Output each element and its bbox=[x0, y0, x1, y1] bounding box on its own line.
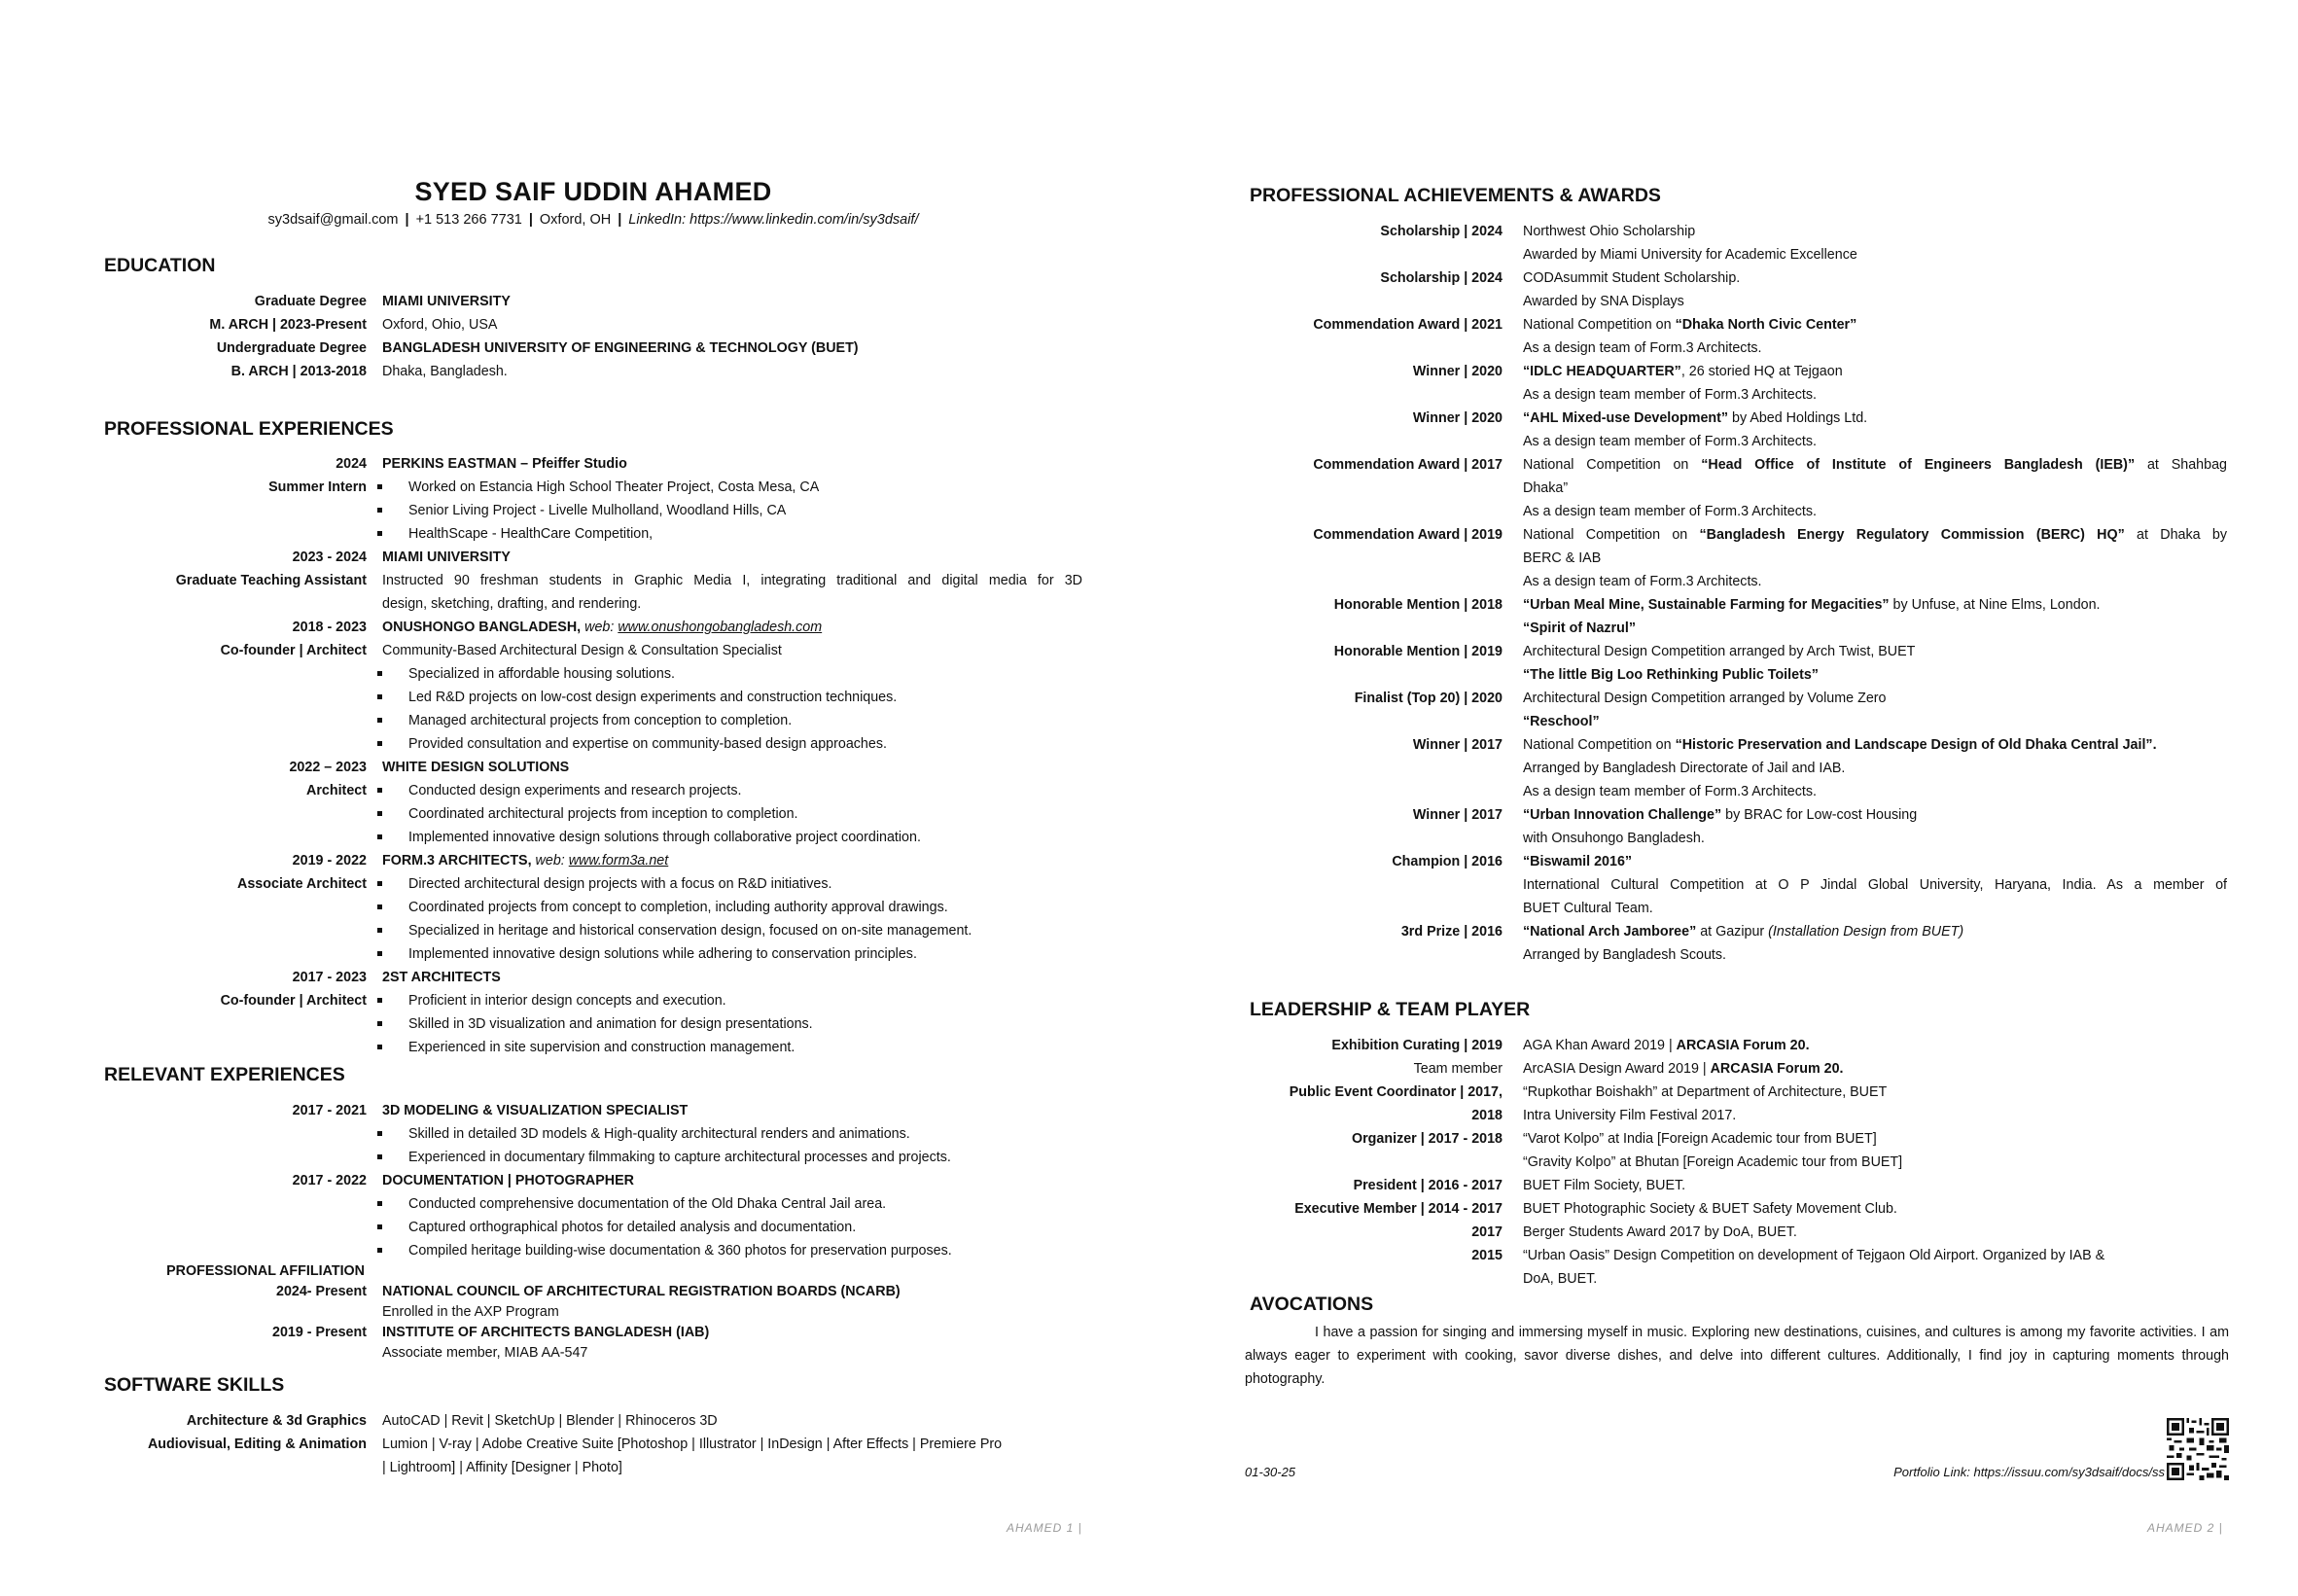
award-text: BERC & IAB bbox=[1523, 550, 1602, 566]
exp-desc: Associate member, MIAB AA-547 bbox=[382, 1345, 588, 1361]
linkedin-link[interactable]: LinkedIn: https://www.linkedin.com/in/sy3dsaif/ bbox=[628, 212, 919, 228]
edu-value: BANGLADESH UNIVERSITY OF ENGINEERING & TECHNOLOGY (BUET) bbox=[382, 340, 859, 356]
exp-desc: design, sketching, drafting, and rendering. bbox=[382, 596, 642, 612]
role-text: Berger Students Award 2017 by DoA, BUET. bbox=[1523, 1224, 1797, 1240]
role-label: Executive Member | 2014 - 2017 bbox=[1294, 1201, 1503, 1217]
page-number: AHAMED 2 | bbox=[2147, 1521, 2223, 1535]
exp-org: INSTITUTE OF ARCHITECTS BANGLADESH (IAB) bbox=[382, 1325, 710, 1340]
exp-org: 3D MODELING & VISUALIZATION SPECIALIST bbox=[382, 1103, 689, 1118]
exp-desc: Instructed 90 freshman students in Graphic Media I, integrating traditional and digital media for 3D bbox=[382, 573, 1082, 588]
exp-org: ONUSHONGO BANGLADESH, bbox=[382, 620, 582, 635]
award-text: Architectural Design Competition arranged by Volume Zero bbox=[1523, 691, 1887, 706]
web-label: web: bbox=[535, 853, 565, 869]
exp-desc: Enrolled in the AXP Program bbox=[382, 1304, 559, 1320]
role-text: DoA, BUET. bbox=[1523, 1271, 1598, 1287]
bullet-item: Specialized in affordable housing solutions. bbox=[408, 662, 675, 686]
professional-section bbox=[96, 452, 1082, 1059]
role-label: 2017 bbox=[1471, 1224, 1503, 1240]
affiliation-section bbox=[96, 1261, 901, 1364]
exp-year: 2017 - 2021 bbox=[292, 1103, 367, 1118]
edu-value: MIAMI UNIVERSITY bbox=[382, 294, 511, 309]
exp-org: FORM.3 ARCHITECTS, bbox=[382, 853, 532, 869]
bullet-item: Specialized in heritage and historical conservation design, focused on on-site management. bbox=[408, 919, 972, 942]
bullet-item: Coordinated projects from concept to completion, including authority approval drawings. bbox=[408, 896, 948, 919]
award-text: Northwest Ohio Scholarship bbox=[1523, 224, 1696, 239]
portfolio-link[interactable]: Portfolio Link: https://issuu.com/sy3dsaif/docs/ss bbox=[1893, 1465, 2165, 1479]
edu-label: M. ARCH | 2023-Present bbox=[209, 317, 367, 333]
document-date: 01-30-25 bbox=[1245, 1465, 1296, 1479]
exp-org: 2ST ARCHITECTS bbox=[382, 970, 501, 985]
award-text: International Cultural Competition at O P Jindal Global University, Haryana, India. As a member of bbox=[1523, 877, 2227, 893]
award-label: Scholarship | 2024 bbox=[1380, 270, 1503, 286]
award-title: “Reschool” bbox=[1523, 714, 1600, 729]
award-text: by Unfuse, at Nine Elms, London. bbox=[1889, 597, 2101, 613]
award-text: at Shahbag bbox=[2135, 457, 2227, 473]
achievements-heading: PROFESSIONAL ACHIEVEMENTS & AWARDS bbox=[1250, 185, 1661, 206]
skill-category: Audiovisual, Editing & Animation bbox=[147, 1436, 367, 1452]
role-text: “Urban Oasis” Design Competition on development of Tejgaon Old Airport. Organized by IAB & bbox=[1523, 1248, 2105, 1263]
exp-desc: Community-Based Architectural Design & Consultation Specialist bbox=[382, 643, 782, 658]
award-text: Dhaka” bbox=[1523, 480, 1569, 496]
award-text: by BRAC for Low-cost Housing bbox=[1721, 807, 1918, 823]
resume-page-2 bbox=[1149, 0, 2298, 1596]
award-title: “Bangladesh Energy Regulatory Commission (BERC) HQ” bbox=[1699, 527, 2125, 543]
leadership-heading: LEADERSHIP & TEAM PLAYER bbox=[1250, 999, 1531, 1020]
award-note: (Installation Design from BUET) bbox=[1768, 924, 1964, 940]
role-text: BUET Photographic Society & BUET Safety Movement Club. bbox=[1523, 1201, 1897, 1217]
bullet-item: Captured orthographical photos for detailed analysis and documentation. bbox=[408, 1216, 856, 1239]
bullet-item: Skilled in 3D visualization and animation for design presentations. bbox=[408, 1012, 813, 1036]
exp-year: 2024 bbox=[336, 456, 367, 472]
award-title: “Urban Meal Mine, Sustainable Farming for Megacities” bbox=[1523, 597, 1890, 613]
skill-category: Architecture & 3d Graphics bbox=[186, 1413, 367, 1429]
exp-role: Summer Intern bbox=[268, 479, 367, 495]
award-text: As a design team member of Form.3 Architects. bbox=[1523, 504, 1817, 519]
award-label: Winner | 2020 bbox=[1412, 364, 1503, 379]
award-text: National Competition on bbox=[1523, 737, 1676, 753]
award-text: National Competition on bbox=[1523, 317, 1676, 333]
award-label: Honorable Mention | 2018 bbox=[1333, 597, 1503, 613]
exp-year: 2017 - 2022 bbox=[292, 1173, 367, 1188]
role-text: “Varot Kolpo” at India [Foreign Academic tour from BUET] bbox=[1523, 1131, 1877, 1147]
role-text: AGA Khan Award 2019 | bbox=[1523, 1038, 1677, 1053]
award-label: Honorable Mention | 2019 bbox=[1333, 644, 1503, 659]
location: Oxford, OH bbox=[539, 212, 612, 228]
bullet-item: Compiled heritage building-wise documentation & 360 photos for preservation purposes. bbox=[408, 1239, 952, 1262]
bullet-item: Managed architectural projects from conception to completion. bbox=[408, 709, 792, 732]
role-label: 2015 bbox=[1471, 1248, 1503, 1263]
award-label: Winner | 2020 bbox=[1412, 410, 1503, 426]
bullet-item: Senior Living Project - Livelle Mulholland, Woodland Hills, CA bbox=[408, 499, 786, 522]
candidate-name: SYED SAIF UDDIN AHAMED bbox=[414, 177, 772, 206]
role-label: 2018 bbox=[1471, 1108, 1503, 1123]
award-text: As a design team of Form.3 Architects. bbox=[1523, 574, 1762, 589]
bullet-item: Proficient in interior design concepts and execution. bbox=[408, 989, 726, 1012]
award-label: Commendation Award | 2017 bbox=[1313, 457, 1503, 473]
award-title: “The little Big Loo Rethinking Public Toilets” bbox=[1523, 667, 1819, 683]
role-label: President | 2016 - 2017 bbox=[1353, 1178, 1503, 1193]
bullet-item: Conducted comprehensive documentation of the Old Dhaka Central Jail area. bbox=[408, 1192, 886, 1216]
award-label: Winner | 2017 bbox=[1412, 807, 1503, 823]
skill-list: AutoCAD | Revit | SketchUp | Blender | Rhinoceros 3D bbox=[382, 1413, 718, 1429]
bullet-item: Implemented innovative design solutions while adhering to conservation principles. bbox=[408, 942, 917, 966]
award-text: As a design team member of Form.3 Architects. bbox=[1523, 387, 1817, 403]
bullet-item: Implemented innovative design solutions through collaborative project coordination. bbox=[408, 826, 921, 849]
relevant-section bbox=[96, 1099, 952, 1262]
bullet-item: Directed architectural design projects with a focus on R&D initiatives. bbox=[408, 872, 831, 896]
exp-role: Architect bbox=[306, 783, 367, 798]
software-heading: SOFTWARE SKILLS bbox=[104, 1374, 285, 1396]
exp-year: 2022 – 2023 bbox=[289, 760, 367, 775]
skill-list: Lumion | V-ray | Adobe Creative Suite [Photoshop | Illustrator | InDesign | After Effects | Premiere Pro bbox=[382, 1436, 1003, 1452]
award-text: National Competition on bbox=[1523, 457, 1702, 473]
avocations-heading: AVOCATIONS bbox=[1250, 1294, 1374, 1315]
role-forum: ARCASIA Forum 20. bbox=[1710, 1061, 1844, 1077]
exp-year: 2023 - 2024 bbox=[292, 550, 367, 565]
exp-year: 2019 - 2022 bbox=[292, 853, 367, 869]
bullet-item: Led R&D projects on low-cost design experiments and construction techniques. bbox=[408, 686, 897, 709]
edu-label: Undergraduate Degree bbox=[216, 340, 367, 356]
role-text: BUET Film Society, BUET. bbox=[1523, 1178, 1686, 1193]
role-text: Intra University Film Festival 2017. bbox=[1523, 1108, 1737, 1123]
award-text: Awarded by Miami University for Academic Excellence bbox=[1523, 247, 1857, 263]
exp-role: Co-founder | Architect bbox=[220, 993, 367, 1009]
award-title: “Historic Preservation and Landscape Design of Old Dhaka Central Jail”. bbox=[1675, 737, 2157, 753]
exp-role: Graduate Teaching Assistant bbox=[175, 573, 367, 588]
award-title: “Spirit of Nazrul” bbox=[1523, 621, 1636, 636]
relevant-heading: RELEVANT EXPERIENCES bbox=[104, 1064, 345, 1085]
exp-org: MIAMI UNIVERSITY bbox=[382, 550, 511, 565]
award-title: “AHL Mixed-use Development” bbox=[1523, 410, 1729, 426]
role-label: Exhibition Curating | 2019 bbox=[1331, 1038, 1503, 1053]
award-label: Commendation Award | 2021 bbox=[1313, 317, 1503, 333]
award-label: Champion | 2016 bbox=[1392, 854, 1503, 869]
professional-heading: PROFESSIONAL EXPERIENCES bbox=[104, 418, 394, 440]
award-label: Commendation Award | 2019 bbox=[1313, 527, 1503, 543]
award-title: “Biswamil 2016” bbox=[1523, 854, 1633, 869]
award-text: BUET Cultural Team. bbox=[1523, 901, 1653, 916]
skill-list: | Lightroom] | Affinity [Designer | Photo] bbox=[382, 1460, 622, 1475]
affiliation-heading: PROFESSIONAL AFFILIATION bbox=[166, 1263, 365, 1279]
exp-org: NATIONAL COUNCIL OF ARCHITECTURAL REGISTRATION BOARDS (NCARB) bbox=[382, 1284, 901, 1299]
edu-value: Oxford, Ohio, USA bbox=[382, 317, 498, 333]
bullet-item: Provided consultation and expertise on community-based design approaches. bbox=[408, 732, 887, 756]
page-number: AHAMED 1 | bbox=[1007, 1521, 1082, 1535]
bullet-item: Skilled in detailed 3D models & High-quality architectural renders and animations. bbox=[408, 1122, 910, 1146]
award-text: As a design team of Form.3 Architects. bbox=[1523, 340, 1762, 356]
exp-year: 2019 - Present bbox=[272, 1325, 367, 1340]
award-title: “Head Office of Institute of Engineers Bangladesh (IEB)” bbox=[1701, 457, 2136, 473]
exp-org: PERKINS EASTMAN – Pfeiffer Studio bbox=[382, 456, 627, 472]
bullet-item: Coordinated architectural projects from inception to completion. bbox=[408, 802, 798, 826]
award-text: , 26 storied HQ at Tejgaon bbox=[1680, 364, 1843, 379]
bullet-item: Conducted design experiments and research projects. bbox=[408, 779, 742, 802]
award-title: “Dhaka North Civic Center” bbox=[1675, 317, 1857, 333]
award-text: National Competition on bbox=[1523, 527, 1700, 543]
education-heading: EDUCATION bbox=[104, 255, 216, 276]
award-text: Architectural Design Competition arranged by Arch Twist, BUET bbox=[1523, 644, 1916, 659]
award-title: “Urban Innovation Challenge” bbox=[1523, 807, 1722, 823]
role-text: “Rupkothar Boishakh” at Department of Architecture, BUET bbox=[1523, 1084, 1888, 1100]
exp-year: 2017 - 2023 bbox=[292, 970, 367, 985]
exp-year: 2024- Present bbox=[276, 1284, 367, 1299]
role-label: Public Event Coordinator | 2017, bbox=[1289, 1084, 1503, 1100]
bullet-item: Experienced in documentary filmmaking to capture architectural processes and projects. bbox=[408, 1146, 951, 1169]
award-title: “IDLC HEADQUARTER” bbox=[1523, 364, 1681, 379]
exp-org: DOCUMENTATION | PHOTOGRAPHER bbox=[382, 1173, 634, 1188]
award-text: with Onsuhongo Bangladesh. bbox=[1523, 831, 1705, 846]
award-text: at Gazipur bbox=[1696, 924, 1769, 940]
edu-label: Graduate Degree bbox=[254, 294, 367, 309]
web-label: web: bbox=[584, 620, 615, 635]
contact-line: sy3dsaif@gmail.com | +1 513 266 7731 | Oxford, OH | LinkedIn: https://www.linkedin.com/in/sy3dsaif/ bbox=[267, 212, 919, 228]
email[interactable]: sy3dsaif@gmail.com bbox=[267, 212, 399, 228]
award-text: As a design team member of Form.3 Architects. bbox=[1523, 434, 1817, 449]
role-text: “Gravity Kolpo” at Bhutan [Foreign Academic tour from BUET] bbox=[1523, 1154, 1903, 1170]
award-text: As a design team member of Form.3 Architects. bbox=[1523, 784, 1817, 799]
role-label: Organizer | 2017 - 2018 bbox=[1352, 1131, 1503, 1147]
edu-label: B. ARCH | 2013-2018 bbox=[230, 364, 367, 379]
edu-value: Dhaka, Bangladesh. bbox=[382, 364, 508, 379]
role-text: ArcASIA Design Award 2019 | bbox=[1523, 1061, 1711, 1077]
exp-org: WHITE DESIGN SOLUTIONS bbox=[382, 760, 570, 775]
award-text: Arranged by Bangladesh Scouts. bbox=[1523, 947, 1727, 963]
role-label: Team member bbox=[1413, 1061, 1503, 1077]
award-label: Scholarship | 2024 bbox=[1380, 224, 1503, 239]
form3-web-link[interactable]: www.form3a.net bbox=[568, 853, 669, 869]
onushongo-web-link[interactable]: www.onushongobangladesh.com bbox=[618, 620, 823, 635]
role-forum: ARCASIA Forum 20. bbox=[1676, 1038, 1810, 1053]
software-section bbox=[96, 1409, 1002, 1479]
qr-code-icon[interactable] bbox=[2167, 1418, 2229, 1480]
award-text: by Abed Holdings Ltd. bbox=[1728, 410, 1868, 426]
award-text: Arranged by Bangladesh Directorate of Jail and IAB. bbox=[1523, 761, 1846, 776]
exp-role: Co-founder | Architect bbox=[220, 643, 367, 658]
exp-role: Associate Architect bbox=[237, 876, 367, 892]
bullet-item: Experienced in site supervision and construction management. bbox=[408, 1036, 795, 1059]
phone: +1 513 266 7731 bbox=[415, 212, 522, 228]
bullet-item: HealthScape - HealthCare Competition, bbox=[408, 522, 653, 546]
achievements-section bbox=[1245, 220, 2227, 967]
award-label: 3rd Prize | 2016 bbox=[1400, 924, 1503, 940]
leadership-section bbox=[1245, 1034, 2104, 1291]
education-section bbox=[96, 290, 859, 383]
exp-year: 2018 - 2023 bbox=[292, 620, 367, 635]
award-label: Finalist (Top 20) | 2020 bbox=[1354, 691, 1503, 706]
avocations-text: I have a passion for singing and immersing myself in music. Exploring new destinations, cuisines, and cultures is among my favorite activities. I am always eager to experiment with cooking, savor diverse dishes, and delve into different cultures. Additionally, I find joy in capturing moments through photography. bbox=[1245, 1325, 2229, 1387]
bullet-item: Worked on Estancia High School Theater Project, Costa Mesa, CA bbox=[408, 476, 819, 499]
award-title: “National Arch Jamboree” bbox=[1523, 924, 1697, 940]
award-text: Awarded by SNA Displays bbox=[1523, 294, 1684, 309]
award-text: CODAsummit Student Scholarship. bbox=[1523, 270, 1741, 286]
award-text: at Dhaka by bbox=[2124, 527, 2227, 543]
award-label: Winner | 2017 bbox=[1412, 737, 1503, 753]
